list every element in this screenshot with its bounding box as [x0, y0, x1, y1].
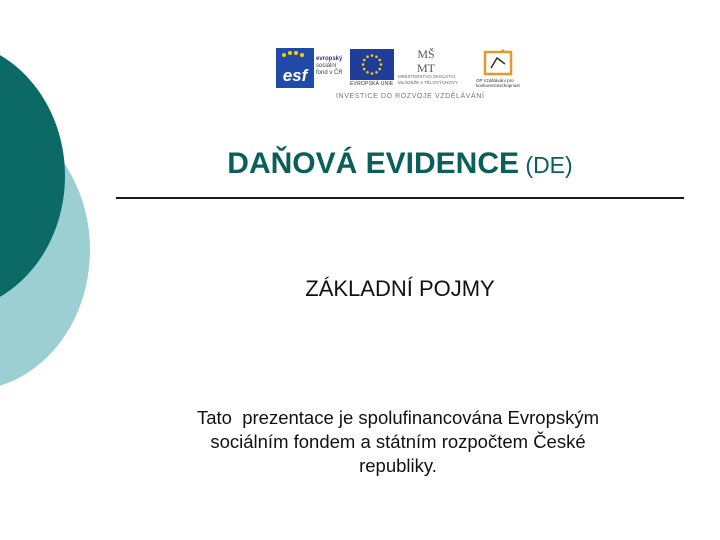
eu-star — [378, 59, 381, 62]
eu-star — [380, 63, 383, 66]
eu-star — [366, 71, 369, 74]
msmt-label: MINISTERSTVO ŠKOLSTVÍ, MLÁDEŽE A TĚLOVÝCHOVY — [398, 74, 458, 85]
esf-logo-icon — [276, 48, 314, 88]
eu-star — [375, 71, 378, 74]
esf-name — [316, 56, 346, 77]
eu-star — [363, 59, 366, 62]
eu-star — [371, 54, 374, 57]
esf-name-line1: evropský — [316, 56, 343, 62]
eu-star — [378, 68, 381, 71]
eu-star — [366, 55, 369, 58]
svg-text:MŠ: MŠ — [417, 47, 435, 61]
eu-star — [371, 72, 374, 75]
tagline: INVESTICE DO ROZVOJE VZDĚLÁVÁNÍ — [336, 93, 485, 100]
eu-star — [363, 68, 366, 71]
slide-subtitle: ZÁKLADNÍ POJMY — [305, 276, 495, 301]
funding-note-line1: Tato prezentace je spolufinancována Evropským — [196, 407, 600, 428]
eu-flag-icon — [350, 49, 394, 80]
funding-note-line3: republiky. — [359, 455, 437, 476]
title-main: DAŇOVÁ EVIDENCE — [227, 147, 520, 180]
eu-star — [375, 55, 378, 58]
funding-note — [118, 406, 678, 478]
eu-label: EVROPSKÁ UNIE — [350, 81, 394, 87]
logo-strip — [270, 44, 532, 104]
funding-note-line2: sociálním fondem a státním rozpočtem České — [210, 431, 586, 452]
esf-name-line2: sociální — [316, 63, 337, 69]
op-vk-label: OP Vzdělávání pro konkurenceschopnost — [476, 78, 520, 88]
slide-title — [120, 147, 680, 181]
title-abbreviation: (DE) — [519, 152, 573, 178]
msmt-logo-icon — [410, 46, 442, 74]
svg-text:esf: esf — [282, 66, 308, 85]
op-vk-logo-icon — [483, 48, 513, 76]
title-divider — [116, 197, 684, 199]
svg-text:MT: MT — [417, 61, 435, 74]
esf-name-line3: fond v ČR — [316, 70, 343, 76]
eu-star — [362, 63, 365, 66]
